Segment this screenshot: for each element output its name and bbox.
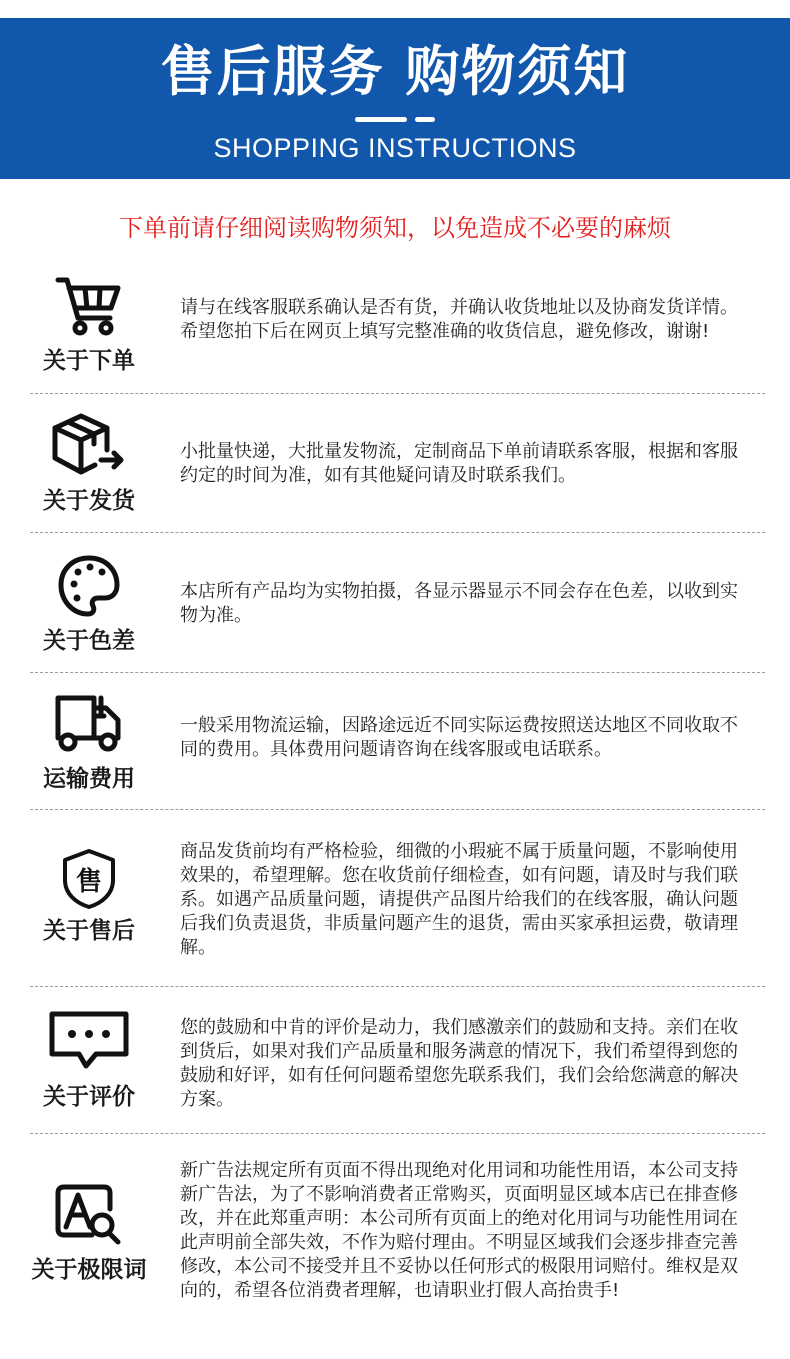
section-label: 关于色差	[43, 628, 135, 654]
section-divider	[30, 672, 765, 673]
package-send-icon	[30, 412, 148, 476]
title-divider	[355, 117, 435, 123]
section-color	[30, 548, 765, 663]
section-text: 商品发货前均有严格检验，细微的小瑕疵不属于质量问题，不影响使用效果的，希望理解。您在收货前仔细检查，如有问题，请及时与我们联系。如遇产品质量问题，请提供产品图片给我们的在线客服，确认问题后我们负责退货，非质量问题产生的退货，需由买家承担运费，敬请理解。	[180, 841, 738, 958]
section-after-sales	[30, 832, 765, 977]
delivery-truck-icon	[30, 694, 148, 754]
section-review	[30, 1010, 765, 1125]
section-text: 小批量快递，大批量发物流，定制商品下单前请联系客服，根据和客服约定的时间为准，如有其他疑问请及时联系我们。	[180, 441, 738, 486]
section-shipping	[30, 408, 765, 523]
section-divider	[30, 532, 765, 533]
section-divider	[30, 986, 765, 987]
page-subtitle: SHOPPING INSTRUCTIONS	[213, 133, 577, 163]
palette-icon	[30, 554, 148, 618]
text-search-icon	[30, 1183, 148, 1245]
section-freight	[30, 688, 765, 800]
section-text: 本店所有产品均为实物拍摄，各显示器显示不同会存在色差，以收到实物为准。	[180, 581, 738, 626]
section-label: 关于极限词	[31, 1257, 147, 1283]
chat-bubble-icon	[30, 1010, 148, 1072]
section-label: 关于评价	[43, 1084, 135, 1110]
section-order	[30, 272, 765, 387]
header-banner	[0, 18, 790, 179]
page-title: 售后服务 购物须知	[160, 40, 630, 103]
section-divider	[30, 393, 765, 394]
section-divider	[30, 1133, 765, 1134]
warning-notice: 下单前请仔细阅读购物须知，以免造成不必要的麻烦	[119, 214, 671, 242]
after-sales-badge-icon	[30, 848, 148, 910]
section-label: 关于下单	[43, 348, 135, 374]
section-divider	[30, 809, 765, 810]
section-prohibited-words	[30, 1155, 765, 1335]
section-text: 新广告法规定所有页面不得出现绝对化用词和功能性用语，本公司支持新广告法，为了不影响消费者正常购买，页面明显区域本店已在排查修改，并在此郑重声明：本公司所有页面上的绝对化用词与功能性用词在此声明前全部失效，不作为赔付理由。不明显区域我们会逐步排查完善修改，本公司不接受并且不妥协以任何形式的极限用词赔付。维权是双向的，希望各位消费者理解，也请职业打假人高抬贵手!	[180, 1160, 738, 1301]
section-label: 关于发货	[43, 488, 135, 514]
section-label: 关于售后	[43, 918, 135, 944]
section-text: 您的鼓励和中肯的评价是动力，我们感激亲们的鼓励和支持。亲们在收到货后，如果对我们产品质量和服务满意的情况下，我们希望得到您的鼓励和好评，如有任何问题希望您先联系我们，我们会给您满意的解决方案。	[180, 1017, 738, 1110]
section-label: 运输费用	[43, 766, 135, 792]
section-text: 请与在线客服联系确认是否有货，并确认收货地址以及协商发货详情。希望您拍下后在网页上填写完整准确的收货信息，避免修改，谢谢!	[180, 297, 738, 342]
svg-text:售: 售	[75, 867, 103, 897]
shopping-cart-icon	[30, 274, 148, 336]
section-text: 一般采用物流运输，因路途远近不同实际运费按照送达地区不同收取不同的费用。具体费用问题请咨询在线客服或电话联系。	[180, 715, 738, 760]
